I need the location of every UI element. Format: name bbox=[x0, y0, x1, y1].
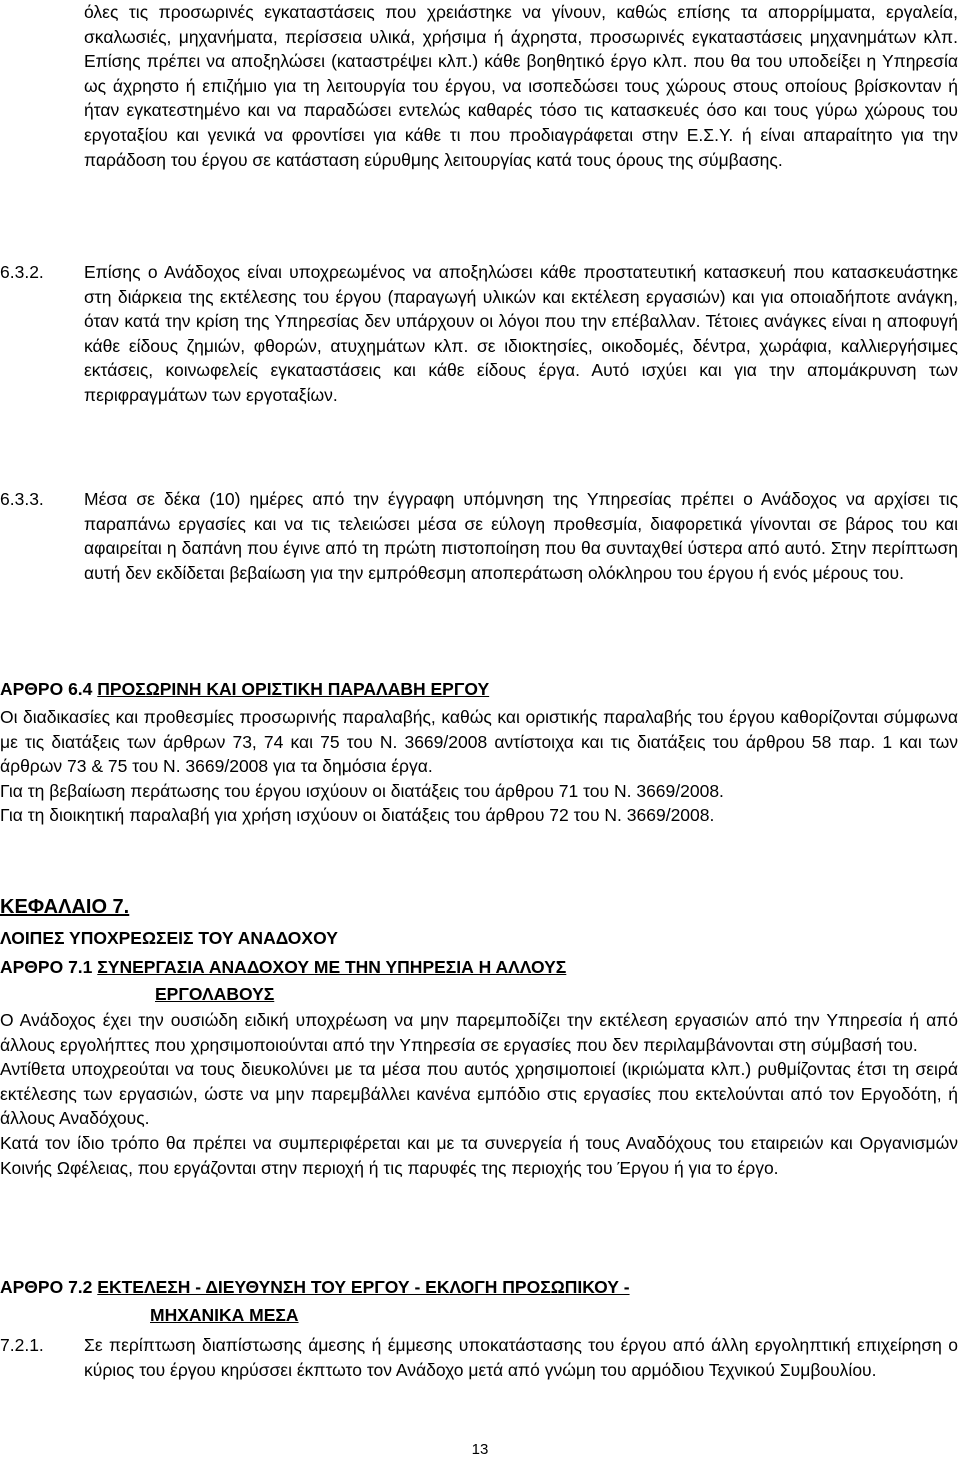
article-title-line1: ΣΥΝΕΡΓΑΣΙΑ ΑΝΑΔΟΧΟΥ ΜΕ ΤΗΝ ΥΠΗΡΕΣΙΑ Η ΑΛΛΟΥΣ bbox=[97, 957, 567, 977]
item-text: Μέσα σε δέκα (10) ημέρες από την έγγραφη υπόμνηση της Υπηρεσίας πρέπει ο Ανάδοχος να αρχίσει τις παραπάνω εργασίες και να τις τελειώσει μέσα σε εύλογη προθεσμία, διαφορετικά γίνονται σε βάρος του και αφαιρείται η δαπάνη που έγινε από τη πρώτη πιστοποίηση που θα συνταχθεί ύστερα από αυτό. Στην περίπτωση αυτή δεν εκδίδεται βεβαίωση για την εμπρόθεσμη αποπεράτωση ολόκληρου του έργου ή ενός μέρους του. bbox=[84, 489, 958, 583]
article-heading-7-1 bbox=[0, 955, 566, 980]
paragraph: Κατά τον ίδιο τρόπο θα πρέπει να συμπεριφέρεται και με τα συνεργεία ή τους Αναδόχους του εταιρειών και Οργανισμών Κοινής Ωφέλειας, που εργάζονται στην περιοχή ή τις παρυφές της περιοχής του Έργου ή για το έργο. bbox=[0, 1132, 958, 1178]
item-number: 6.3.2. bbox=[0, 262, 44, 282]
item-number: 7.2.1. bbox=[0, 1335, 44, 1355]
numbered-item-6-3-3 bbox=[0, 487, 958, 585]
chapter-title: ΛΟΙΠΕΣ ΥΠΟΧΡΕΩΣΕΙΣ ΤΟΥ ΑΝΑΔΟΧΟΥ bbox=[0, 928, 338, 948]
chapter-number: ΚΕΦΑΛΑΙΟ 7. bbox=[0, 896, 130, 918]
article-heading-7-2 bbox=[0, 1275, 630, 1300]
article-heading-6-4 bbox=[0, 677, 489, 702]
article-title-line2: ΕΡΓΟΛΑΒΟΥΣ bbox=[155, 984, 275, 1004]
item-text: Επίσης ο Ανάδοχος είναι υποχρεωμένος να αποξηλώσει κάθε προστατευτική κατασκευή που κατασκευάστηκε στη διάρκεια της εκτέλεσης του έργου (παραγωγή υλικών και εκτέλεση εργασιών) και για οποιαδήποτε ανάγκη, όταν κατά την κρίση της Υπηρεσίας δεν υπάρχουν οι λόγοι που την επέβαλλαν. Τέτοιες ανάγκες είναι η αποφυγή κάθε είδους ζημιών, φθορών, ατυχημάτων κλπ. σε ιδιοκτησίες, οικοδομές, δέντρα, χωράφια, καλλιεργήσιμες εκτάσεις, κοινωφελείς εγκαταστάσεις και κάθε είδους έργα. Αυτό ισχύει και για την απομάκρυνση των περιφραγμάτων των εργοταξίων. bbox=[84, 262, 958, 405]
paragraph: Για τη διοικητική παραλαβή για χρήση ισχύουν οι διατάξεις του άρθρου 72 του Ν. 3669/2008. bbox=[0, 805, 715, 826]
numbered-item-7-2-1 bbox=[0, 1333, 958, 1382]
article-7-1-body bbox=[0, 1008, 958, 1180]
item-text: Σε περίπτωση διαπίστωσης άμεσης ή έμμεσης υποκατάστασης του έργου από άλλη εργοληπτική επιχείρηση ο κύριος του έργου κηρύσσει έκπτωτο τον Ανάδοχο μετά από γνώμη του αρμόδιου Τεχνικού Συμβουλίου. bbox=[84, 1335, 958, 1380]
paragraph: Ο Ανάδοχος έχει την ουσιώδη ειδική υποχρέωση να μην παρεμποδίζει την εκτέλεση εργασιών από την Υπηρεσία ή από άλλους εργολήπτες που χρησιμοποιούνται από την Υπηρεσία σε εργασίες που δεν περιλαμβάνονται στη σύμβασή του. bbox=[0, 1010, 958, 1055]
article-prefix: ΑΡΘΡΟ 6.4 bbox=[0, 679, 93, 699]
numbered-item-6-3-2 bbox=[0, 260, 958, 408]
article-title-line1: ΕΚΤΕΛΕΣΗ - ΔΙΕΥΘΥΝΣΗ ΤΟΥ ΕΡΓΟΥ - ΕΚΛΟΓΗ ΠΡΟΣΩΠΙΚΟΥ - bbox=[97, 1277, 630, 1297]
paragraph: Αντίθετα υποχρεούται να τους διευκολύνει με τα μέσα που αυτός χρησιμοποιεί (ικριώματα κλπ.) ρυθμίζοντας έτσι τη σειρά εκτέλεσης των εργασιών, ώστε να μην παρεμβάλλει κανένα εμπόδιο στις εργασίες που εκτελούνται από τον Εργοδότη, ή άλλους Αναδόχους. bbox=[0, 1059, 958, 1129]
page-number: 13 bbox=[471, 1441, 489, 1458]
item-number: 6.3.3. bbox=[0, 489, 44, 509]
article-title-line2: ΜΗΧΑΝΙΚΑ ΜΕΣΑ bbox=[150, 1305, 299, 1325]
article-prefix: ΑΡΘΡΟ 7.2 bbox=[0, 1277, 93, 1297]
article-prefix: ΑΡΘΡΟ 7.1 bbox=[0, 957, 93, 977]
article-title: ΠΡΟΣΩΡΙΝΗ ΚΑΙ ΟΡΙΣΤΙΚΗ ΠΑΡΑΛΑΒΗ ΕΡΓΟΥ bbox=[97, 679, 490, 699]
continuation-paragraph: όλες τις προσωρινές εγκαταστάσεις που χρειάστηκε να γίνουν, καθώς επίσης τα απορρίμματα, εργαλεία, σκαλωσιές, μηχανήματα, περίσσεια υλικά, χρήσιμα ή άχρηστα, προσωρινές εγκαταστάσεις μηχανημάτων κλπ. Επίσης πρέπει να αποξηλώσει (καταστρέψει κλπ.) κάθε βοηθητικό έργο κλπ. που θα του υποδείξει η Υπηρεσία ως άχρηστο ή επιζήμιο για τη λειτουργία του έργου, να ισοπεδώσει τους χώρους στους οποίους βρίσκονταν ή ήταν εγκατεστημένο και να παραδώσει εντελώς καθαρές τόσο τις κατασκευές όσο και τους γύρω χώρους του εργοταξίου και γενικά να φροντίσει για κάθε τι που προδιαγράφεται στην Ε.Σ.Υ. ή είναι απαραίτητο για την παράδοση του έργου σε κατάσταση εύρυθμης λειτουργίας κατά τους όρους της σύμβασης. bbox=[84, 2, 958, 170]
article-6-4-body bbox=[0, 705, 958, 828]
paragraph: Για τη βεβαίωση περάτωσης του έργου ισχύουν οι διατάξεις του άρθρου 71 του Ν. 3669/2008. bbox=[0, 780, 724, 801]
paragraph: Οι διαδικασίες και προθεσμίες προσωρινής παραλαβής, καθώς και οριστικής παραλαβής του έργου καθορίζονται σύμφωνα με τις διατάξεις των άρθρων 73, 74 και 75 του Ν. 3669/2008 αντίστοιχα και τις διατάξεις του άρθρου 58 παρ. 1 και των άρθρων 73 & 75 του Ν. 3669/2008 για τα δημόσια έργα. bbox=[0, 707, 958, 777]
